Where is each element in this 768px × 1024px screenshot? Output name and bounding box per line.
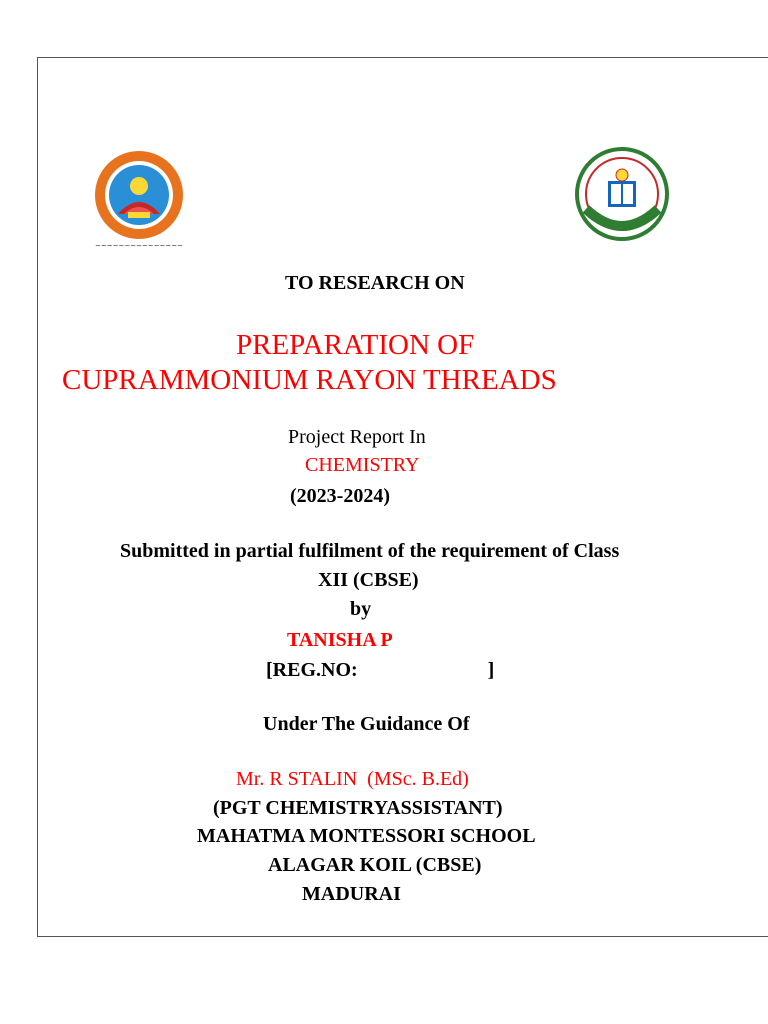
- student-name: TANISHA P: [287, 629, 393, 651]
- registration-number: [REG.NO: ]: [266, 659, 495, 681]
- school-location: ALAGAR KOIL (CBSE): [268, 854, 482, 876]
- city: MADURAI: [302, 883, 401, 905]
- subject: CHEMISTRY: [305, 454, 420, 476]
- school-name: MAHATMA MONTESSORI SCHOOL: [197, 825, 536, 847]
- project-report-label: Project Report In: [288, 426, 426, 448]
- guide-designation: (PGT CHEMISTRYASSISTANT): [213, 797, 503, 819]
- submission-statement-line-2: XII (CBSE): [318, 569, 419, 591]
- heading: TO RESEARCH ON: [285, 272, 465, 294]
- guidance-label: Under The Guidance Of: [263, 713, 470, 735]
- school-emblem-icon: [88, 150, 190, 252]
- academic-year: (2023-2024): [290, 485, 390, 507]
- cbse-emblem-icon: [572, 147, 672, 241]
- by-label: by: [350, 598, 372, 620]
- guide-name: Mr. R STALIN (MSc. B.Ed): [236, 768, 469, 790]
- title-line-1: PREPARATION OF: [236, 329, 475, 361]
- svg-text:~~~~~~~~~~~~~~~: ~~~~~~~~~~~~~~~: [95, 242, 183, 250]
- title-line-2: CUPRAMMONIUM RAYON THREADS: [62, 364, 557, 396]
- submission-statement-line-1: Submitted in partial fulfilment of the requirement of Class: [120, 540, 620, 562]
